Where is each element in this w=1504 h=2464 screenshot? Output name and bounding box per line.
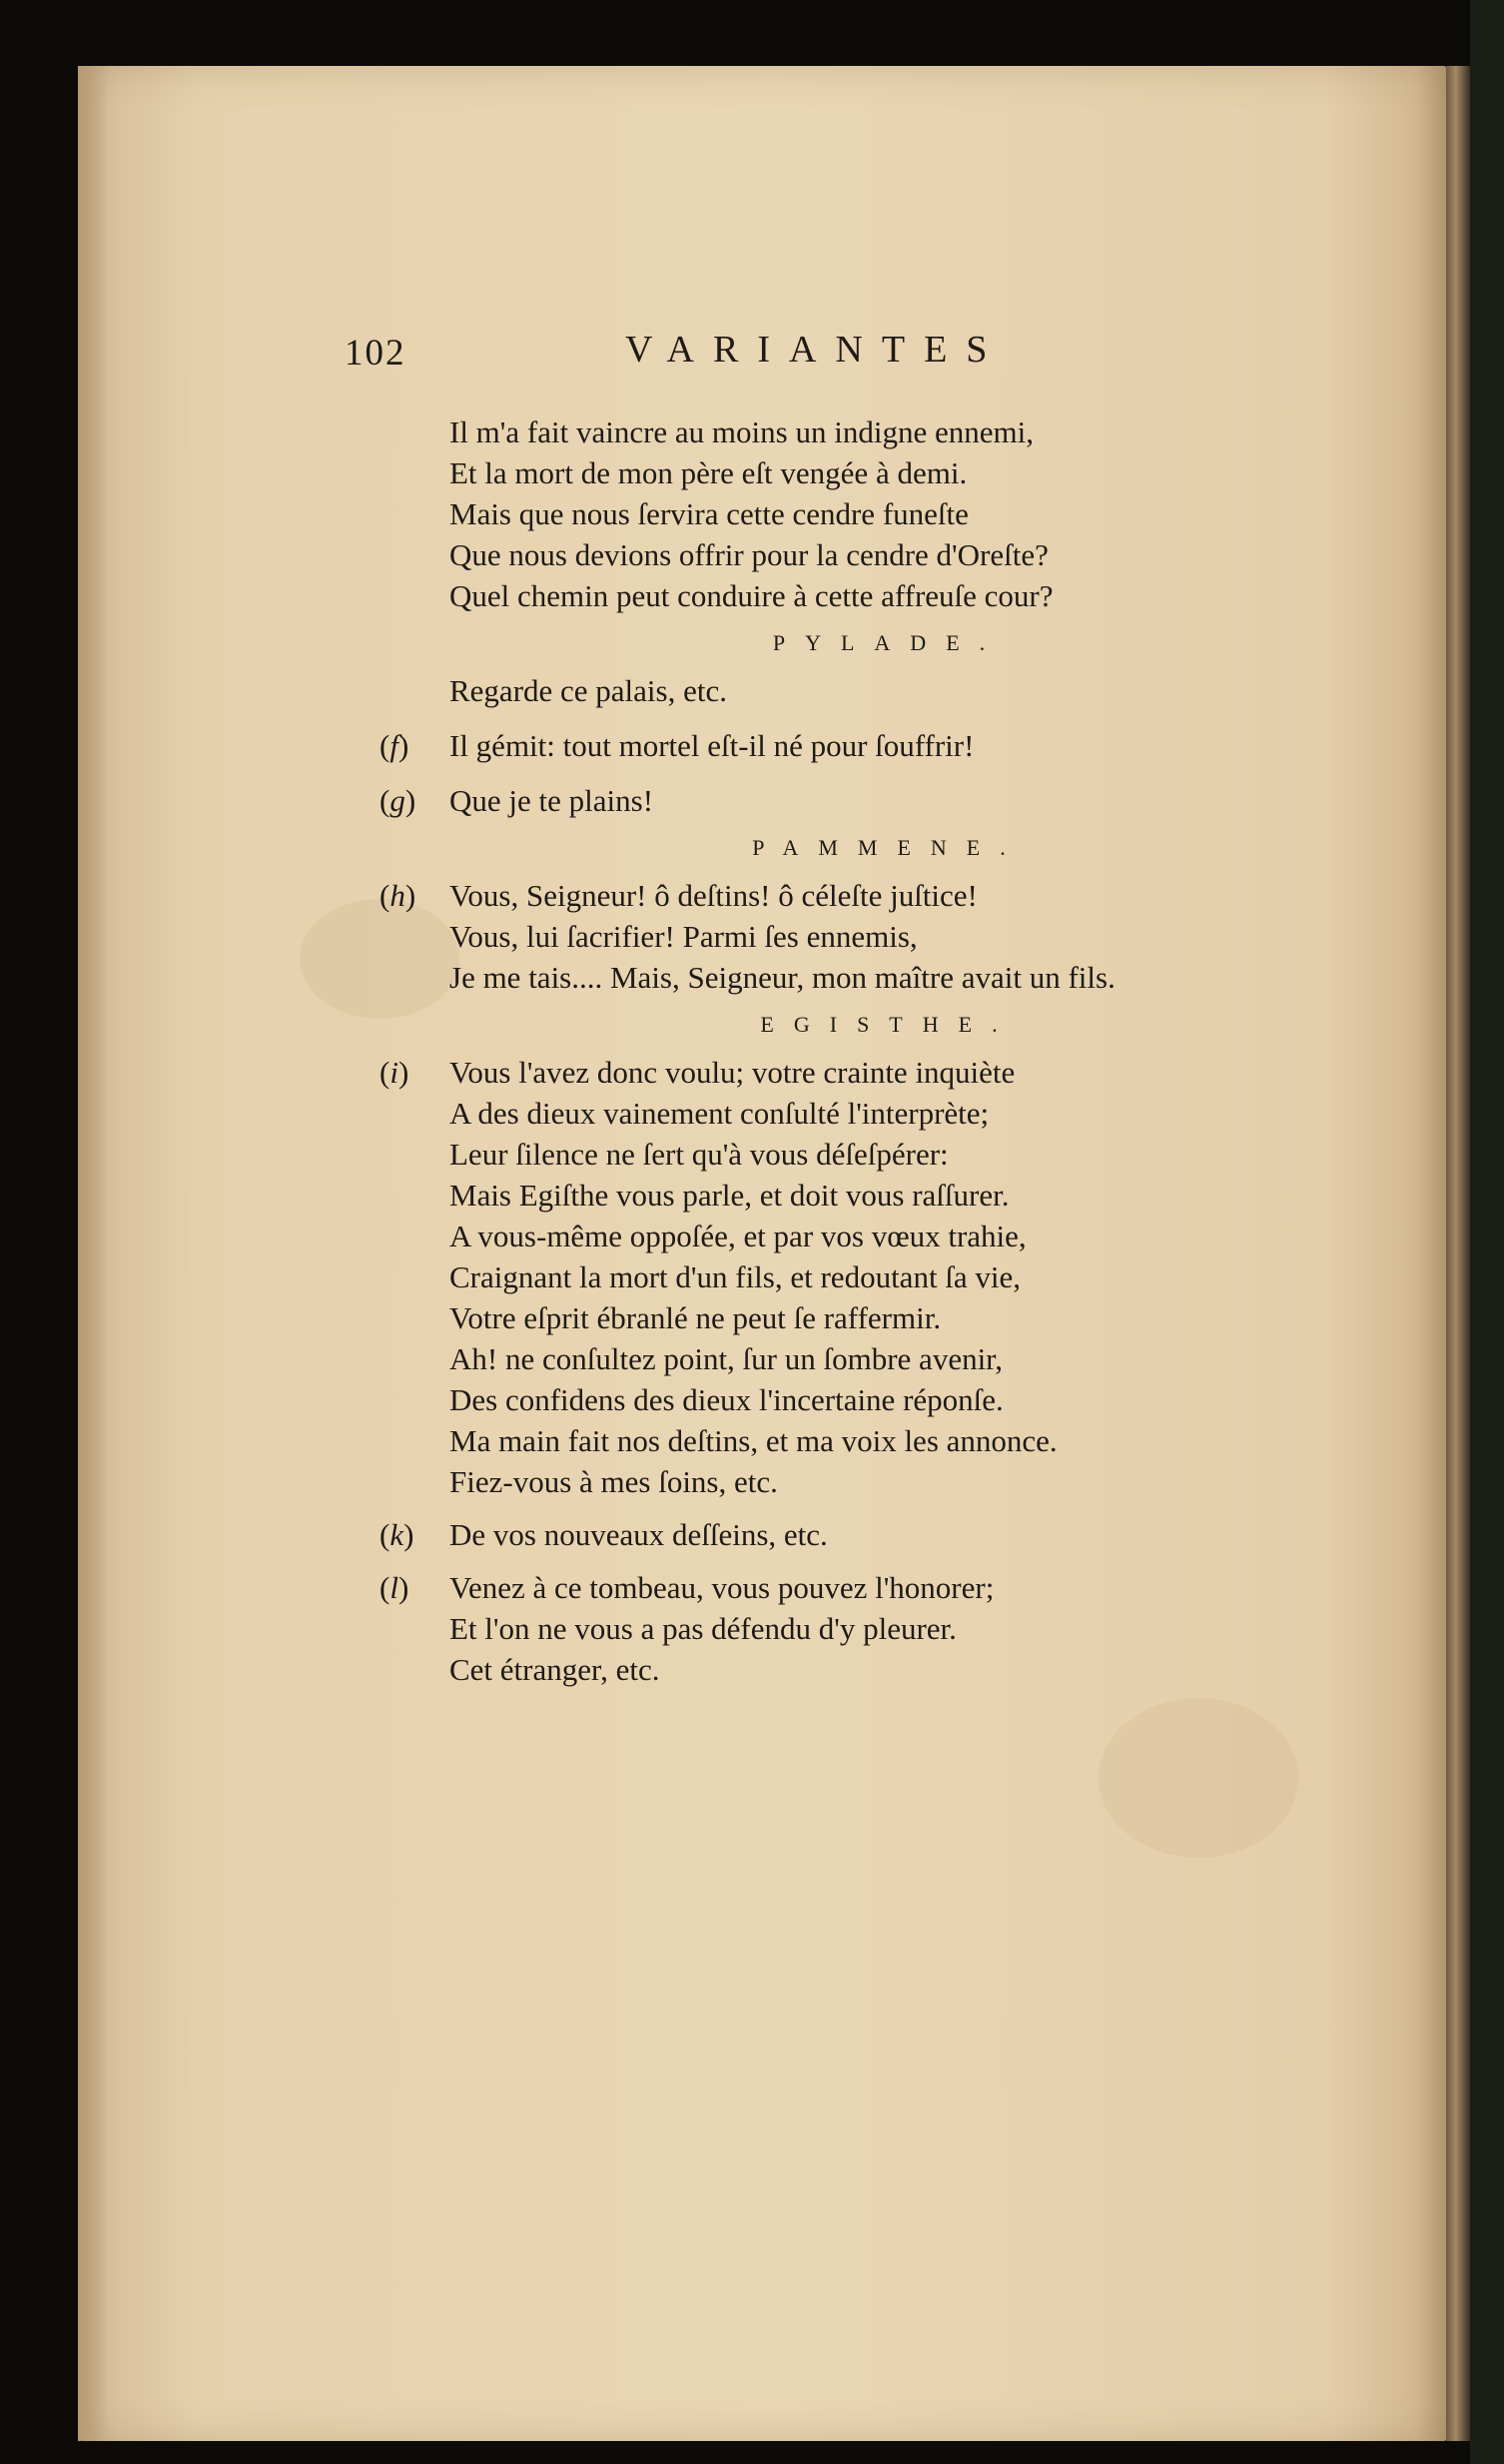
verse-line: Vous l'avez donc voulu; votre crainte inquiète — [449, 1055, 1016, 1090]
verse-line: Que nous devions offrir pour la cendre d'Oreſte? — [449, 537, 1049, 572]
next-page-edge — [1446, 66, 1470, 2441]
verse-line: Votre eſprit ébranlé ne peut ſe raffermir. — [449, 1300, 942, 1335]
binding-edge — [1470, 0, 1504, 2464]
verse-line: Vous, lui ſacrifier! Parmi ſes ennemis, — [449, 919, 918, 954]
paper-stain — [1099, 1698, 1298, 1858]
speaker-heading-pammene: PAMMENE. — [752, 835, 1026, 860]
verse-line: Mais que nous ſervira cette cendre funeſte — [449, 496, 969, 531]
verse-line: Des confidens des dieux l'incertaine réponſe. — [449, 1382, 1004, 1417]
variant-marker: (i) — [379, 1055, 409, 1090]
variant-entry-i — [370, 1052, 1328, 1502]
variant-entry-l — [370, 1567, 1328, 1690]
page-number: 102 — [345, 333, 406, 374]
variant-marker: (k) — [379, 1517, 414, 1552]
verse-line: Craignant la mort d'un fils, et redoutant ſa vie, — [449, 1259, 1022, 1294]
verse-line: Fiez-vous à mes ſoins, etc. — [449, 1464, 778, 1499]
verse-line: Ah! ne conſultez point, ſur un ſombre avenir, — [449, 1341, 1004, 1376]
variant-marker: (f) — [379, 728, 409, 763]
verse-line: Regarde ce palais, etc. — [449, 673, 727, 708]
verse-line: Je me tais.... Mais, Seigneur, mon maître avait un fils. — [449, 960, 1116, 995]
opening-verses — [370, 411, 1328, 616]
verse-line: Que je te plains! — [449, 783, 654, 818]
variant-entry-f — [370, 725, 1328, 766]
speaker-heading-egisthe: EGISTHE. — [760, 1012, 1018, 1037]
verse-line: Et l'on ne vous a pas défendu d'y pleurer. — [449, 1611, 957, 1646]
verse-line: Venez à ce tombeau, vous pouvez l'honorer; — [449, 1570, 995, 1605]
verse-line: Ma main fait nos deſtins, et ma voix les annonce. — [449, 1423, 1058, 1458]
verse-line: Il gémit: tout mortel eſt-il né pour ſouffrir! — [449, 728, 975, 763]
variant-marker: (l) — [379, 1570, 409, 1605]
verse-line: Quel chemin peut conduire à cette affreuſe cour? — [449, 578, 1054, 613]
verse-line: Et la mort de mon père eſt vengée à demi. — [449, 455, 968, 490]
variant-entry-h — [370, 875, 1328, 998]
verse-line: Vous, Seigneur! ô deſtins! ô céleſte juſtice! — [449, 878, 978, 913]
verse-line: Mais Egiſthe vous parle, et doit vous raſſurer. — [449, 1178, 1010, 1213]
verse-line: Cet étranger, etc. — [449, 1652, 660, 1687]
verse-line: Leur ſilence ne ſert qu'à vous déſeſpérer: — [449, 1137, 949, 1172]
verse-line: De vos nouveaux deſſeins, etc. — [449, 1517, 828, 1552]
running-head: VARIANTES — [625, 329, 1007, 371]
verse-line: A des dieux vainement conſulté l'interprète; — [449, 1096, 990, 1131]
page-gutter-shadow — [78, 66, 108, 2441]
variant-entry-k — [370, 1514, 1328, 1555]
speaker-heading-pylade: PYLADE. — [772, 630, 1006, 655]
variant-marker: (h) — [379, 878, 416, 913]
variant-entry-g — [370, 780, 1328, 821]
page-content — [370, 411, 1328, 1690]
verse-line: A vous-même oppoſée, et par vos vœux trahie, — [449, 1219, 1027, 1253]
verse-line: Il m'a fait vaincre au moins un indigne ennemi, — [449, 414, 1034, 449]
variant-marker: (g) — [379, 783, 416, 818]
